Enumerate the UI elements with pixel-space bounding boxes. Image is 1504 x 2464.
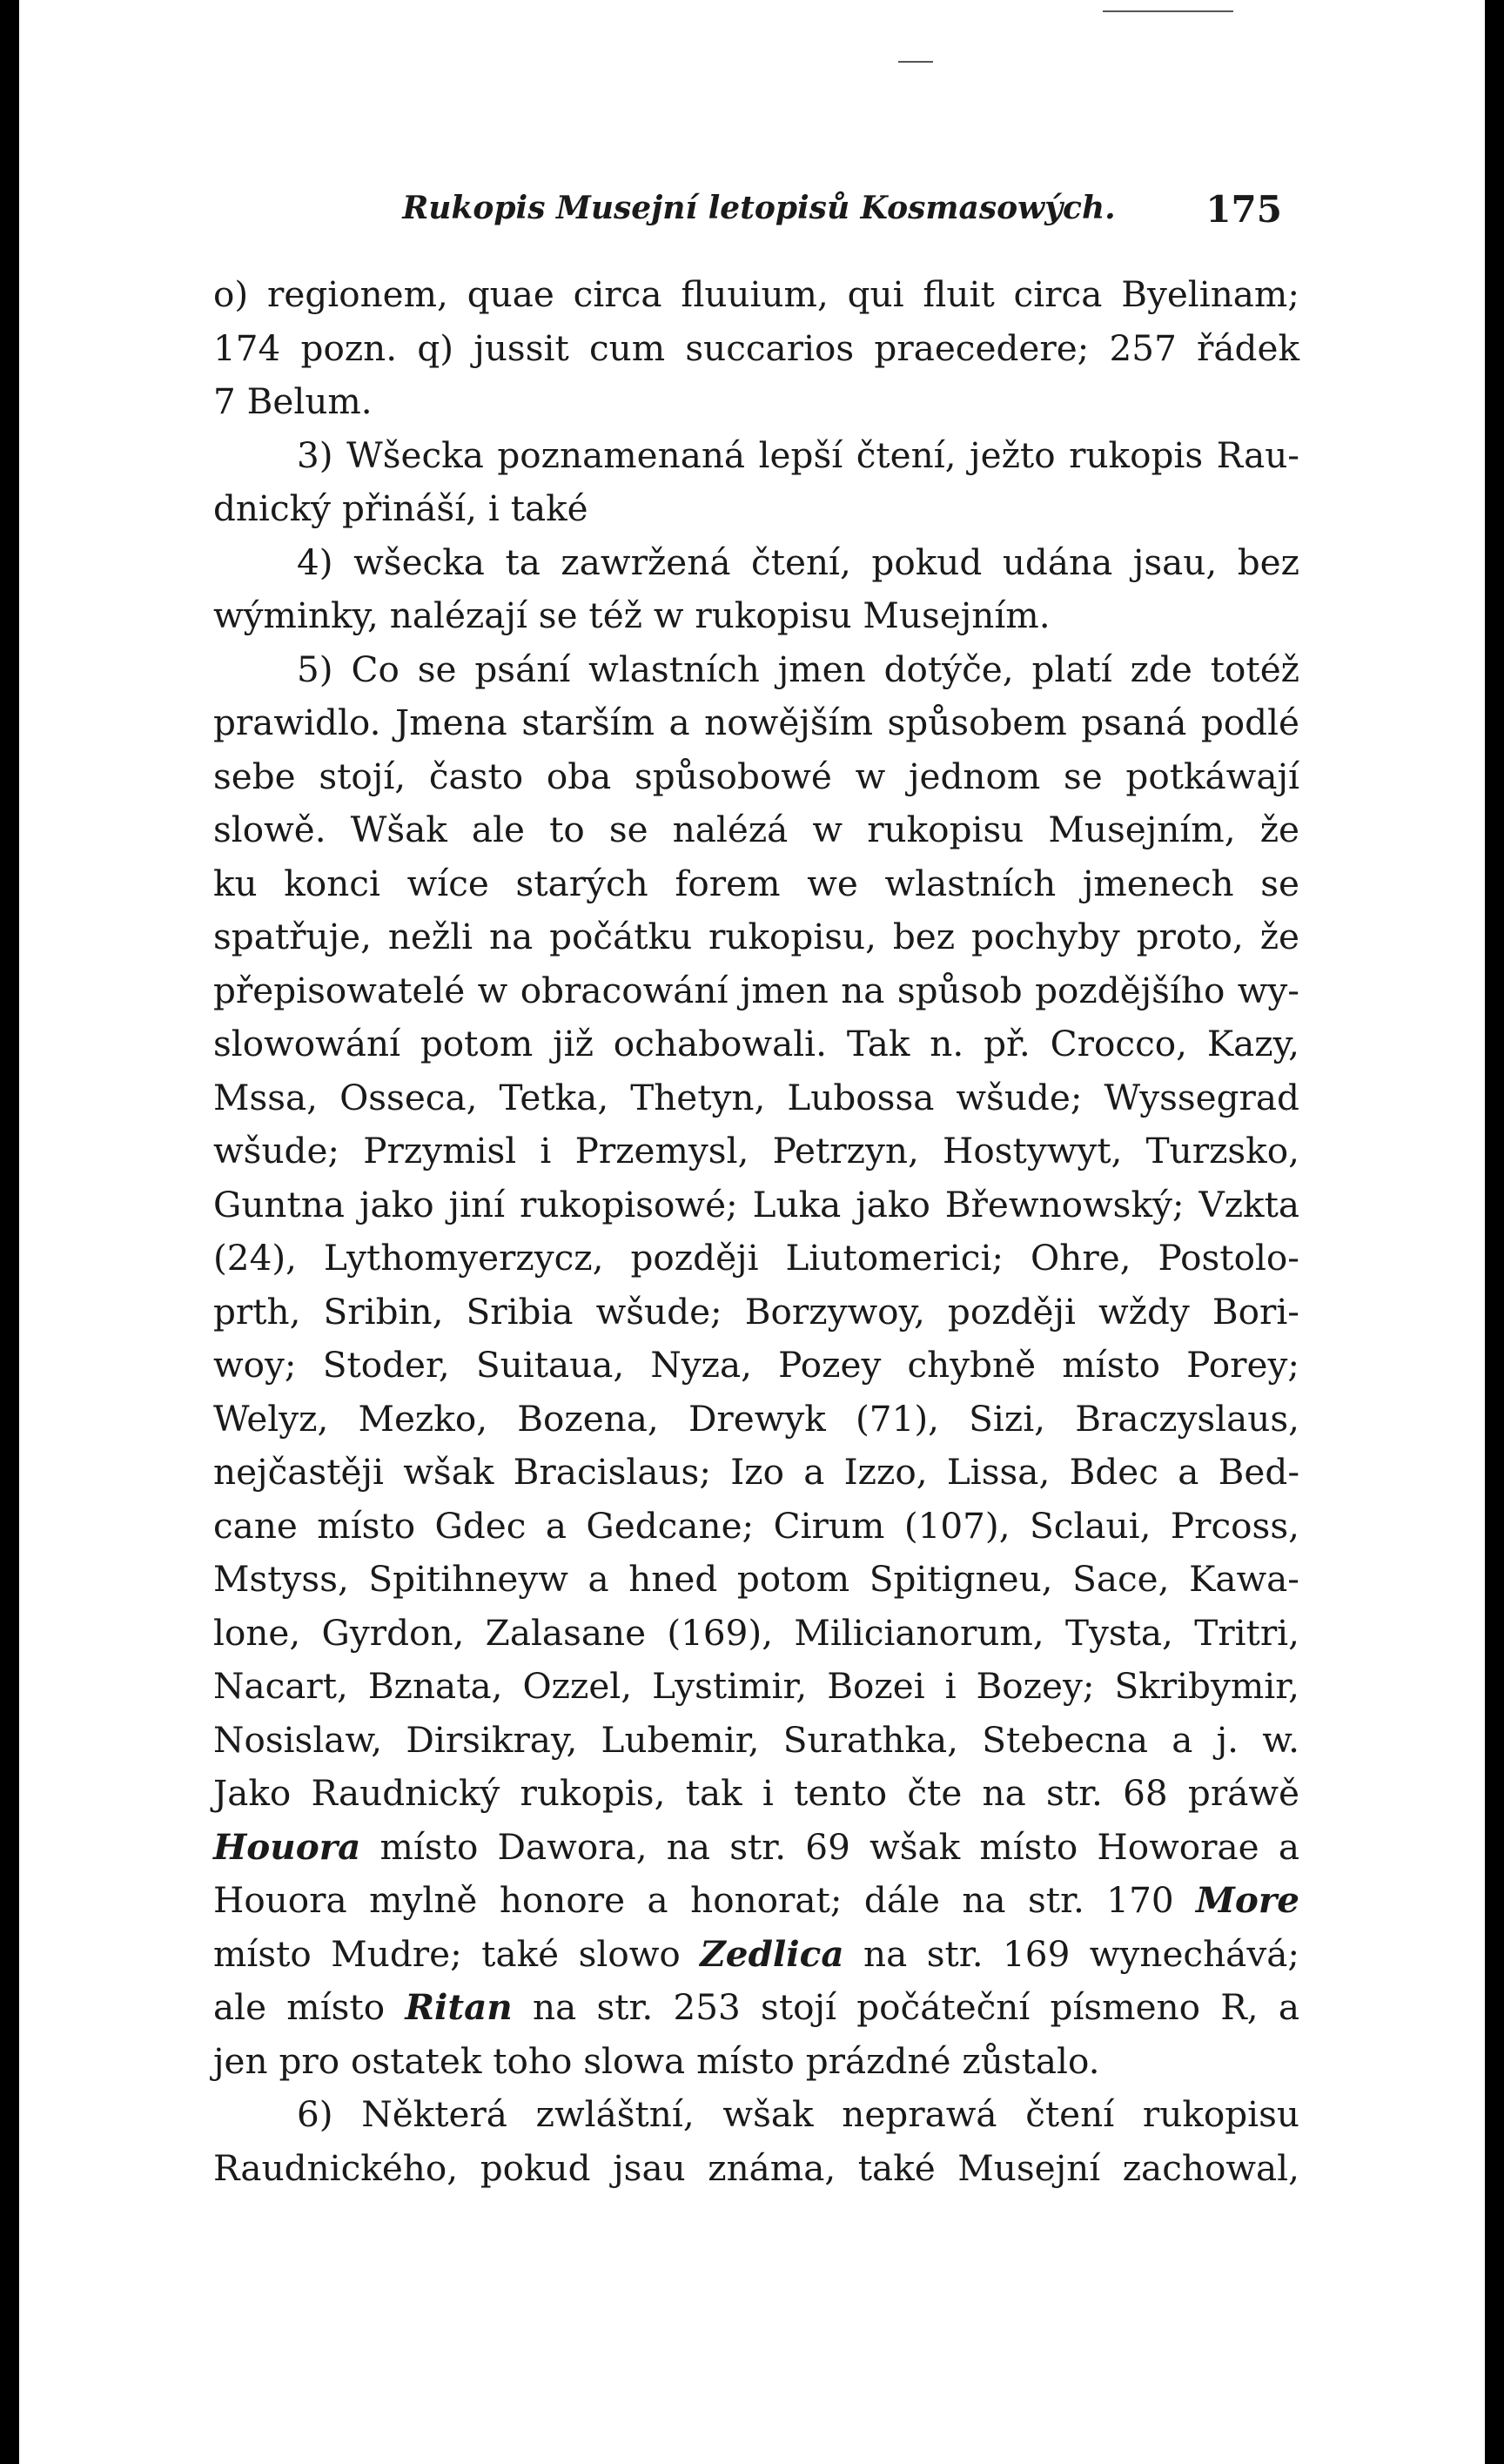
body-text xyxy=(213,268,1299,2195)
text-line: cane místo Gdec a Gedcane; Cirum (107), Sclaui, Prcoss, xyxy=(213,1504,1299,1547)
italic-word: Ritan xyxy=(405,1986,513,2028)
text-line: Guntna jako jiní rukopisowé; Luka jako Břewnowský; Vzkta xyxy=(213,1183,1299,1225)
text-line: Welyz, Mezko, Bozena, Drewyk (71), Sizi, Braczyslaus, xyxy=(213,1397,1299,1440)
text-line: 4) wšecka ta zawržená čtení, pokud udána jsau, bez xyxy=(297,540,1299,583)
page-number: 175 xyxy=(1205,188,1282,231)
text-segment: Houora mylně honore a honorat; dále na str. 170 xyxy=(213,1879,1197,1921)
text-line: Mssa, Osseca, Tetka, Thetyn, Lubossa wšude; Wyssegrad xyxy=(213,1076,1299,1118)
text-line: jen pro ostatek toho slowa místo prázdné zůstalo. xyxy=(213,2039,1100,2082)
scan-artifact-top-line xyxy=(1103,10,1233,12)
text-line: místo Mudre; také slowo Zedlica na str. 169 wynechává; xyxy=(213,1932,1299,1975)
text-line: sebe stojí, často oba spůsobowé w jednom se potkáwají xyxy=(213,755,1299,797)
text-line: 7 Belum. xyxy=(213,380,373,422)
text-line: 6) Některá zwláštní, wšak neprawá čtení rukopisu xyxy=(297,2093,1299,2135)
text-line: woy; Stoder, Suitaua, Nyza, Pozey chybně místo Porey; xyxy=(213,1344,1299,1386)
text-segment: místo Dawora, na str. 69 wšak místo Howorae a xyxy=(360,1825,1299,1868)
text-line xyxy=(213,1821,1299,1875)
text-line: (24), Lythomyerzycz, později Liutomerici; Ohre, Postolo- xyxy=(213,1237,1299,1279)
text-line: slowě. Wšak ale to se nalézá w rukopisu Musejním, že xyxy=(213,809,1299,850)
text-line: Jako Raudnický rukopis, tak i tento čte na str. 68 práwě xyxy=(213,1772,1299,1814)
text-line: o) regionem, quae circa fluuium, qui fluit circa Byelinam; xyxy=(213,273,1299,315)
italic-word: Houora xyxy=(213,1825,361,1868)
text-line: 5) Co se psání wlastních jmen dotýče, platí zde totéž xyxy=(297,648,1299,690)
text-line: nejčastěji wšak Bracislaus; Izo a Izzo, Lissa, Bdec a Bed- xyxy=(213,1451,1299,1493)
text-line: slowowání potom již ochabowali. Tak n. př. Crocco, Kazy, xyxy=(213,1023,1299,1064)
scanned-page xyxy=(19,0,1485,2464)
text-line: wýminky, nalézají se též w rukopisu Musejním. xyxy=(213,594,1051,636)
scan-artifact-small-line xyxy=(898,61,933,63)
text-line: prawidlo. Jmena starším a nowějším spůsobem psaná podlé xyxy=(213,702,1299,743)
text-line: prth, Sribin, Sribia wšude; Borzywoy, později wždy Bori- xyxy=(213,1290,1299,1333)
text-segment: na str. 253 stojí počáteční písmeno R, a xyxy=(512,1986,1299,2028)
text-line: wšude; Przymisl i Przemysl, Petrzyn, Hostywyt, Turzsko, xyxy=(213,1130,1299,1172)
text-line: lone, Gyrdon, Zalasane (169), Milicianorum, Tysta, Tritri, xyxy=(213,1611,1299,1654)
text-line: spatřuje, nežli na počátku rukopisu, bez pochyby proto, že xyxy=(213,916,1299,957)
text-line: přepisowatelé w obracowání jmen na spůsob pozdějšího wy- xyxy=(213,969,1299,1011)
text-line: 174 pozn. q) jussit cum succarios praecedere; 257 řádek xyxy=(213,326,1299,369)
text-segment: ale místo xyxy=(213,1986,406,2028)
text-line: Mstyss, Spitihneyw a hned potom Spitigneu, Sace, Kawa- xyxy=(213,1558,1299,1600)
text-line xyxy=(213,1874,1299,1928)
text-line: dnický přináší, i také xyxy=(213,487,588,529)
text-line: ku konci wíce starých forem we wlastních jmenech se xyxy=(213,862,1299,904)
italic-word: Zedlica xyxy=(700,1932,844,1975)
italic-word: More xyxy=(1196,1879,1299,1921)
running-title: Rukopis Musejní letopisů Kosmasowých. xyxy=(402,190,1116,226)
text-line: Raudnického, pokud jsau známa, také Musejní zachowal, xyxy=(213,2146,1299,2189)
text-line: Nosislaw, Dirsikray, Lubemir, Surathka, Stebecna a j. w. xyxy=(213,1718,1299,1761)
text-line: Nacart, Bznata, Ozzel, Lystimir, Bozei i Bozey; Skribymir, xyxy=(213,1665,1299,1707)
text-line xyxy=(213,1981,1299,2035)
text-line: 3) Wšecka poznamenaná lepší čtení, ježto rukopis Rau- xyxy=(297,433,1299,476)
page-header xyxy=(224,188,1294,237)
